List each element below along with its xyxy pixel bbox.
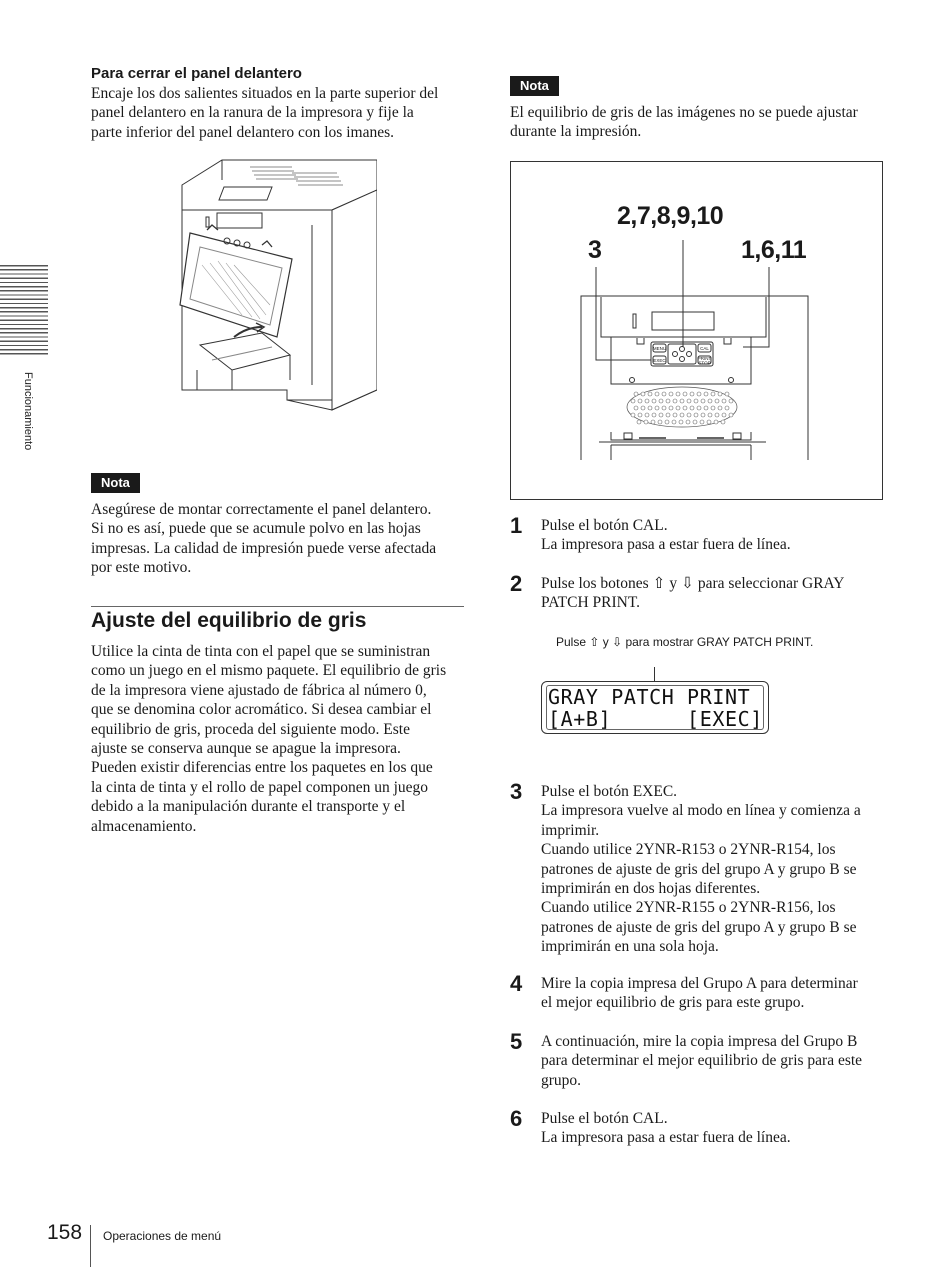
btn-cal-label: CAL (700, 346, 709, 351)
step-number: 5 (510, 1029, 523, 1054)
nota-text-right: El equilibrio de gris de las imágenes no se puede ajustar durante la impresión. (510, 104, 858, 141)
step-number: 3 (510, 779, 523, 804)
nota-text-left: Asegúrese de montar correctamente el panel delantero. Si no es así, puede que se acumule polvo en las hojas impresas. La calidad de impresión puede verse afectada por este motivo. (91, 501, 437, 577)
step-number: 6 (510, 1106, 523, 1131)
nota-badge-right: Nota (510, 76, 559, 96)
lcd-line-1: GRAY PATCH PRINT (548, 685, 751, 709)
nota-badge-left: Nota (91, 473, 140, 493)
btn-print-label: PRINT (697, 356, 712, 361)
page-number: 158 (47, 1221, 83, 1244)
btn-menu-label: MENU (652, 346, 667, 351)
section-rule (91, 606, 464, 607)
printer-front-panel-illustration (172, 155, 377, 415)
step-number: 1 (510, 513, 523, 538)
control-panel-drawing (511, 162, 882, 499)
step-number: 2 (510, 571, 523, 596)
section-title: Ajuste del equilibrio de gris (91, 609, 367, 632)
lcd-line-2: [A+B] [EXEC] (548, 707, 763, 731)
side-tab-label: Funcionamiento (22, 372, 34, 451)
callout-label-top: 2,7,8,9,10 (617, 202, 724, 230)
footer-divider (90, 1225, 91, 1267)
section-body: Utilice la cinta de tinta con el papel que se suministran como un juego en el mismo paquete. El equilibrio de gris de la impresora viene ajustado de fábrica al número 0, que se denomina color acromático. Si desea cambiar el equilibrio de gris, proceda del siguiente modo. Este ajuste se conserva aunque se apague la impresora. Pueden existir diferencias entre los paquetes en los que la cinta de tinta y el rollo de papel componen un juego debido a la manipulación durante el transporte y el almacenamiento. (91, 643, 447, 835)
callout-label-right: 1,6,11 (741, 236, 807, 264)
close-panel-heading: Para cerrar el panel delantero (91, 65, 302, 82)
callout-label-left: 3 (588, 236, 602, 264)
btn-exec-label: EXEC (653, 358, 666, 363)
step-number: 4 (510, 971, 523, 996)
display-caption: Pulse ⇧ y ⇩ para mostrar GRAY PATCH PRINT. (556, 635, 814, 649)
control-panel-figure (510, 161, 883, 500)
side-tab-stripes (0, 265, 48, 357)
lcd-display (541, 681, 769, 734)
close-panel-text: Encaje los dos salientes situados en la parte superior del panel delantero en la ranura de la impresora y fije la parte inferior del panel delantero con los imanes. (91, 85, 439, 141)
footer-section: Operaciones de menú (103, 1229, 222, 1243)
btn-stop-label: STOP (698, 360, 711, 366)
